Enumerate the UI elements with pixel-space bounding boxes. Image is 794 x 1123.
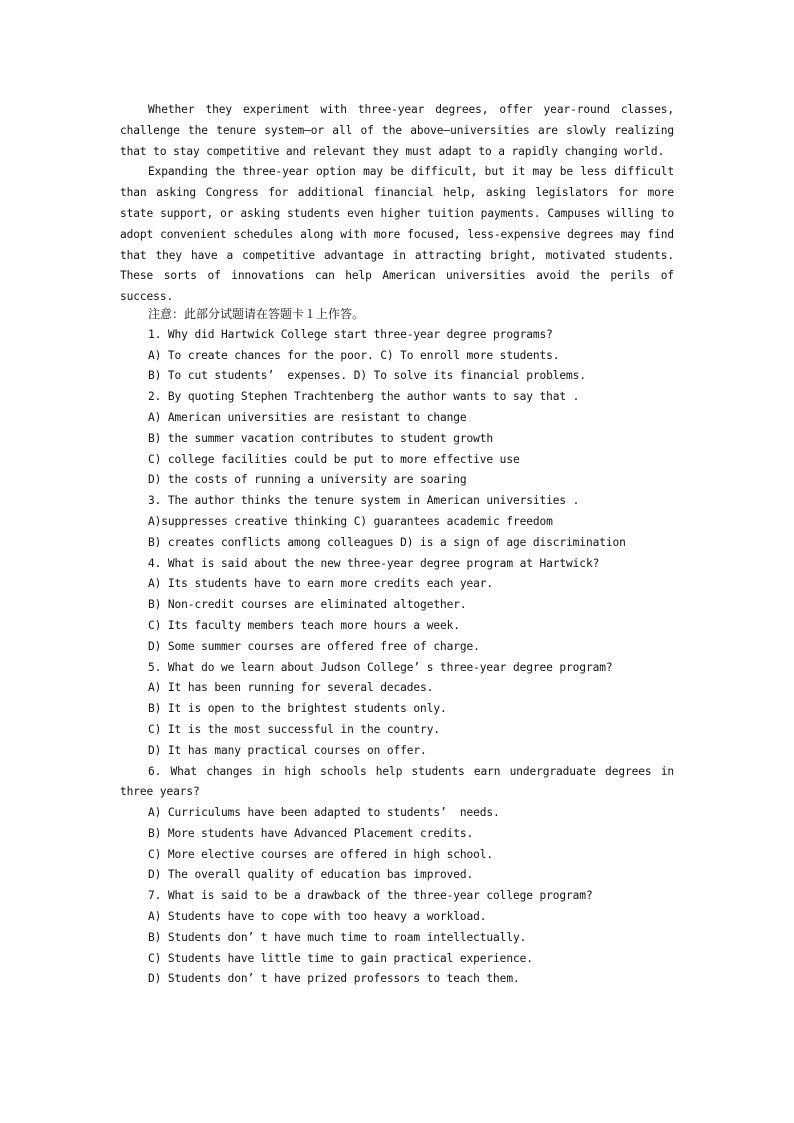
option-a: A) American universities are resistant to change xyxy=(148,410,467,424)
passage-paragraph-2: Expanding the three-year option may be difficult, but it may be less difficult than asking Congress for additional financial help, asking legislators for more state support, or asking students even higher tuition payments. Campuses willing to adopt convenient schedules along with more focused, less-expensive degrees may find that they have a competitive advantage in attracting bright, motivated students. These sorts of innovations can help American universities avoid the perils of success. xyxy=(120,165,674,304)
question-stem: 1. Why did Hartwick College start three-year degree programs? xyxy=(148,327,553,341)
option-b: B) the summer vacation contributes to student growth xyxy=(148,431,494,445)
option-c: C) More elective courses are offered in high school. xyxy=(148,847,494,861)
option-a: A) Students have to cope with too heavy a workload. xyxy=(148,910,487,924)
option-b: B) It is open to the brightest students only. xyxy=(148,702,447,716)
document-page xyxy=(120,100,674,990)
option-a: A) Its students have to earn more credits each year. xyxy=(148,577,494,591)
option-c: C) college facilities could be put to more effective use xyxy=(148,452,520,466)
question-6 xyxy=(120,762,674,887)
question-stem: 2. By quoting Stephen Trachtenberg the author wants to say that . xyxy=(148,390,580,404)
option-c: C) It is the most successful in the country. xyxy=(148,722,440,736)
question-7 xyxy=(120,886,674,990)
question-4 xyxy=(120,554,674,658)
answer-sheet-note: 注意：此部分试题请在答题卡１上作答。 xyxy=(148,306,365,321)
option-c: C) Students have little time to gain practical experience. xyxy=(148,951,533,965)
question-stem: 5. What do we learn about Judson College’ s three-year degree program? xyxy=(148,660,613,674)
question-5 xyxy=(120,658,674,762)
option-b: B) Students don’ t have much time to roam intellectually. xyxy=(148,930,527,944)
question-1 xyxy=(120,325,674,387)
option-d: D) It has many practical courses on offer. xyxy=(148,743,427,757)
option-d: D) the costs of running a university are soaring xyxy=(148,473,467,487)
question-2 xyxy=(120,387,674,491)
options-a-c: A)suppresses creative thinking C) guarantees academic freedom xyxy=(148,514,553,528)
options-b-d: B) To cut students’ expenses. D) To solve its financial problems. xyxy=(148,369,586,383)
question-stem: 7. What is said to be a drawback of the three-year college program? xyxy=(148,889,593,903)
option-b: B) Non-credit courses are eliminated altogether. xyxy=(148,598,467,612)
option-a: A) Curriculums have been adapted to students’ needs. xyxy=(148,806,500,820)
option-d: D) Students don’ t have prized professors to teach them. xyxy=(148,972,520,986)
question-stem: 4. What is said about the new three-year degree program at Hartwick? xyxy=(148,556,600,570)
passage-paragraph-1: Whether they experiment with three-year degrees, offer year-round classes, challenge the tenure system—or all of the above—universities are slowly realizing that to stay competitive and relevant they must adapt to a rapidly changing world. xyxy=(120,103,674,158)
options-a-c: A) To create chances for the poor. C) To enroll more students. xyxy=(148,348,560,362)
question-3 xyxy=(120,491,674,553)
option-c: C) Its faculty members teach more hours a week. xyxy=(148,618,460,632)
option-d: D) Some summer courses are offered free of charge. xyxy=(148,639,480,653)
question-stem: 6. What changes in high schools help students earn undergraduate degrees in three years? xyxy=(120,764,674,799)
options-b-d: B) creates conflicts among colleagues D) is a sign of age discrimination xyxy=(148,535,626,549)
option-d: D) The overall quality of education bas improved. xyxy=(148,868,474,882)
option-a: A) It has been running for several decades. xyxy=(148,681,434,695)
question-stem: 3. The author thinks the tenure system in American universities . xyxy=(148,494,580,508)
option-b: B) More students have Advanced Placement credits. xyxy=(148,826,474,840)
